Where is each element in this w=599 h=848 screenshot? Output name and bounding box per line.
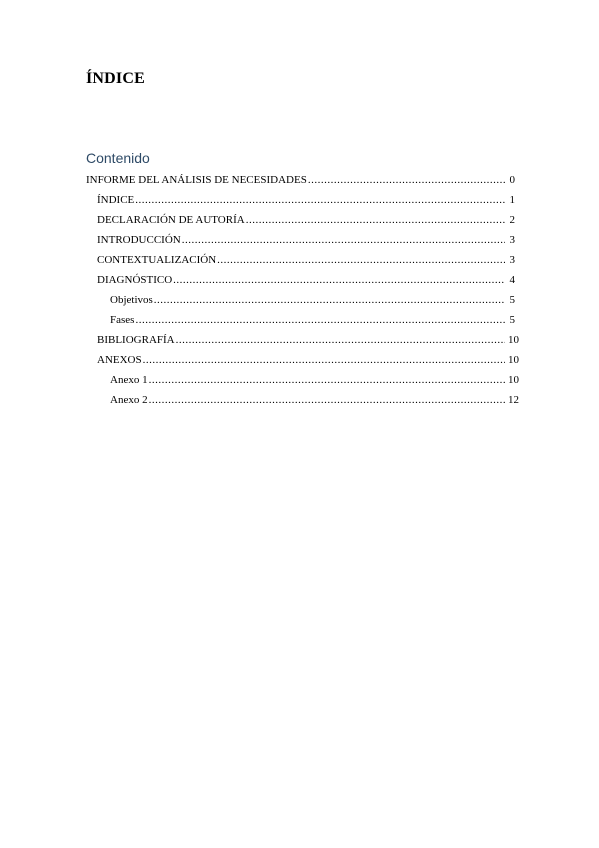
- toc-dot-leader: [246, 210, 505, 230]
- toc-entry-label: Anexo 1: [110, 374, 148, 386]
- toc-page-number: 1: [509, 194, 515, 206]
- toc-entry-anexo-2[interactable]: [86, 390, 519, 410]
- toc-entry-label: ANEXOS: [97, 354, 142, 366]
- toc-page-number: 10: [508, 354, 519, 366]
- toc-dot-leader: [135, 310, 505, 330]
- toc-dot-leader: [149, 390, 505, 410]
- toc-entry-label: ÍNDICE: [97, 194, 135, 206]
- toc-dot-leader: [143, 350, 505, 370]
- toc-entry-indice[interactable]: [86, 190, 515, 210]
- toc-entry-label: DECLARACIÓN DE AUTORÍA: [97, 214, 245, 226]
- table-of-contents: [86, 170, 519, 410]
- toc-dot-leader: [217, 250, 505, 270]
- toc-dot-leader: [135, 190, 505, 210]
- toc-page-number: 2: [509, 214, 515, 226]
- toc-dot-leader: [176, 330, 505, 350]
- toc-entry-anexos[interactable]: [86, 350, 519, 370]
- toc-entry-introduccion[interactable]: [86, 230, 515, 250]
- toc-entry-contextualizacion[interactable]: [86, 250, 515, 270]
- toc-entry-label: Anexo 2: [110, 394, 148, 406]
- toc-entry-diagnostico[interactable]: [86, 270, 515, 290]
- toc-dot-leader: [182, 230, 505, 250]
- toc-entry-bibliografia[interactable]: [86, 330, 519, 350]
- toc-page-number: 4: [509, 274, 515, 286]
- toc-entry-label: Objetivos: [110, 294, 153, 306]
- toc-entry-label: CONTEXTUALIZACIÓN: [97, 254, 217, 266]
- toc-page-number: 5: [509, 294, 515, 306]
- toc-page-number: 10: [508, 334, 519, 346]
- page-title: ÍNDICE: [86, 70, 145, 87]
- toc-dot-leader: [154, 290, 505, 310]
- toc-entry-fases[interactable]: [86, 310, 515, 330]
- toc-entry-label: BIBLIOGRAFÍA: [97, 334, 175, 346]
- toc-entry-anexo-1[interactable]: [86, 370, 519, 390]
- toc-dot-leader: [149, 370, 505, 390]
- toc-page-number: 0: [509, 174, 515, 186]
- toc-page-number: 12: [508, 394, 519, 406]
- toc-page-number: 10: [508, 374, 519, 386]
- toc-entry-label: INTRODUCCIÓN: [97, 234, 181, 246]
- toc-entry-label: Fases: [110, 314, 135, 326]
- toc-entry-label: DIAGNÓSTICO: [97, 274, 173, 286]
- toc-entry-objetivos[interactable]: [86, 290, 515, 310]
- toc-entry-label: INFORME DEL ANÁLISIS DE NECESIDADES: [86, 174, 307, 186]
- toc-dot-leader: [173, 270, 505, 290]
- toc-title: Contenido: [86, 150, 150, 166]
- toc-entry-declaracion-de-autoria[interactable]: [86, 210, 515, 230]
- toc-page-number: 3: [509, 234, 515, 246]
- toc-entry-informe[interactable]: [86, 170, 515, 190]
- toc-page-number: 5: [509, 314, 515, 326]
- toc-page-number: 3: [509, 254, 515, 266]
- toc-dot-leader: [308, 170, 505, 190]
